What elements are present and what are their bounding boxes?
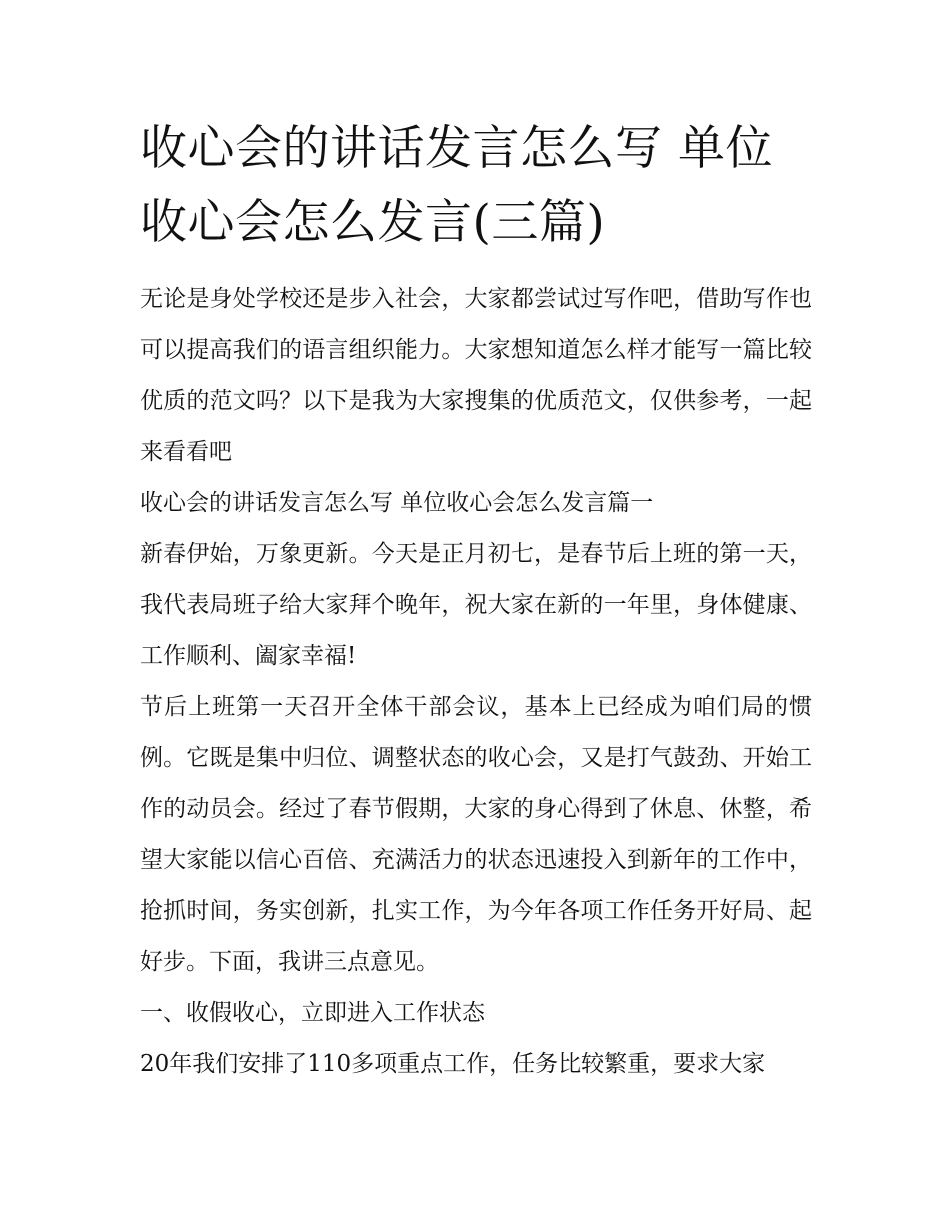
subsection-heading: 一、收假收心，立即进入工作状态 bbox=[140, 1000, 485, 1026]
body-paragraph: 20年我们安排了110多项重点工作，任务比较繁重，要求大家 bbox=[140, 1051, 766, 1077]
body-paragraph: 节后上班第一天召开全体干部会议，基本上已经成为咱们局的惯例。它既是集中归位、调整状态的收心会，又是打气鼓劲、开始工作的动员会。经过了春节假期，大家的身心得到了休息、休整，希望大家能以信心百倍、充满活力的状态迅速投入到新年的工作中，抢抓时间，务实创新，扎实工作，为今年各项工作任务开好局、起好步。下面，我讲三点意见。 bbox=[140, 694, 812, 975]
document-title: 收心会的讲话发言怎么写 单位收心会怎么发言(三篇) bbox=[140, 121, 773, 250]
intro-paragraph: 无论是身处学校还是步入社会，大家都尝试过写作吧，借助写作也可以提高我们的语言组织能力。大家想知道怎么样才能写一篇比较优质的范文吗？以下是我为大家搜集的优质范文，仅供参考，一起来看看吧 bbox=[140, 286, 812, 465]
body-paragraph: 新春伊始，万象更新。今天是正月初七，是春节后上班的第一天，我代表局班子给大家拜个晚年，祝大家在新的一年里，身体健康、工作顺利、阖家幸福! bbox=[140, 541, 812, 669]
section-heading: 收心会的讲话发言怎么写 单位收心会怎么发言篇一 bbox=[140, 490, 654, 516]
document-page bbox=[140, 112, 812, 1090]
